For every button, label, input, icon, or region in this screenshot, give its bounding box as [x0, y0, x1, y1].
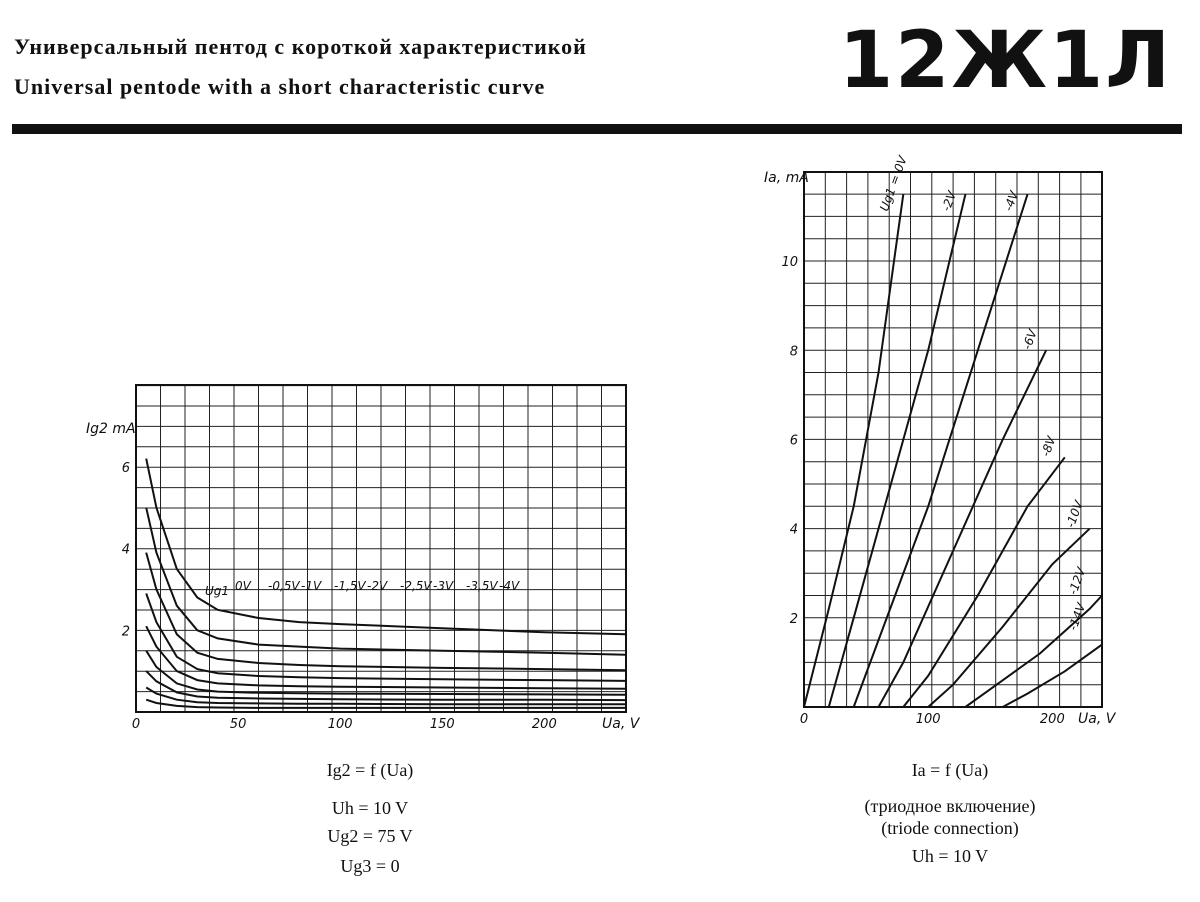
- left-y-tick-label: 6: [121, 460, 130, 476]
- right-x-tick-label: 200: [1039, 712, 1065, 727]
- left-x-tick-label: 0: [131, 717, 141, 732]
- left-series-label: -1,5V: [334, 579, 366, 593]
- right-series-label: -12V: [1065, 565, 1089, 597]
- left-series-label: -3V: [433, 579, 454, 593]
- right-caption-formula: Ia = f (Ua): [911, 760, 989, 780]
- right-series-label: -4V: [1001, 189, 1022, 214]
- left-series-line: [146, 671, 626, 700]
- left-y-axis-label: Ig2 mA: [86, 421, 136, 437]
- right-y-tick-label: 4: [789, 522, 798, 538]
- left-caption-uh: Uh = 10 V: [331, 798, 409, 818]
- right-series-label: Ug1 = 0V: [876, 154, 910, 214]
- right-x-axis-label: Ua, V: [1078, 711, 1116, 727]
- left-caption-ug2: Ug2 = 75 V: [327, 826, 413, 846]
- left-caption-ug3: Ug3 = 0: [340, 856, 400, 876]
- left-x-tick-label: 100: [327, 717, 353, 732]
- left-series-label: -4V: [499, 579, 520, 593]
- left-series-label: -0,5V: [268, 579, 300, 593]
- left-x-axis-label: Ua, V: [602, 716, 640, 732]
- left-series-label: -1V: [301, 579, 322, 593]
- right-x-tick-label: 100: [915, 712, 941, 727]
- right-caption-ru: (триодное включение): [864, 796, 1036, 816]
- right-x-tick-label: 0: [799, 712, 809, 727]
- right-series-label: -6V: [1019, 327, 1040, 352]
- right-series-label: -2V: [939, 189, 960, 214]
- left-caption-formula: Ig2 = f (Ua): [326, 760, 414, 780]
- left-x-tick-label: 50: [229, 717, 247, 732]
- left-series-line: [146, 459, 626, 635]
- title-russian: Универсальный пентод с короткой характеристикой: [14, 34, 587, 59]
- left-x-tick-label: 200: [531, 717, 557, 732]
- tube-code: 12Ж1Л: [838, 16, 1172, 106]
- right-series-label: -10V: [1063, 498, 1086, 530]
- right-y-tick-label: 6: [789, 433, 798, 449]
- left-series-label: -3,5V: [466, 579, 498, 593]
- right-caption-uh: Uh = 10 V: [911, 846, 989, 866]
- left-series-label: -2V: [367, 579, 388, 593]
- right-series-line: [854, 194, 1028, 707]
- right-y-tick-label: 8: [789, 344, 798, 360]
- left-y-tick-label: 4: [121, 542, 130, 558]
- left-series-label: -2,5V: [400, 579, 432, 593]
- left-y-tick-label: 2: [121, 624, 130, 640]
- right-y-tick-label: 2: [789, 611, 798, 627]
- right-y-axis-label: Ia, mA: [764, 170, 809, 186]
- right-series-line: [903, 457, 1065, 707]
- right-series-label: -8V: [1038, 434, 1059, 459]
- right-y-tick-label: 10: [781, 255, 798, 271]
- right-series-line: [804, 194, 903, 707]
- right-series-label: -14V: [1065, 601, 1089, 633]
- left-x-tick-label: 150: [429, 717, 455, 732]
- left-series-label: 0V: [235, 579, 251, 593]
- left-series-prefix: Ug1: [205, 584, 230, 598]
- left-series-line: [146, 688, 626, 705]
- title-english: Universal pentode with a short characteristic curve: [14, 74, 546, 99]
- right-caption-en: (triode connection): [881, 818, 1019, 838]
